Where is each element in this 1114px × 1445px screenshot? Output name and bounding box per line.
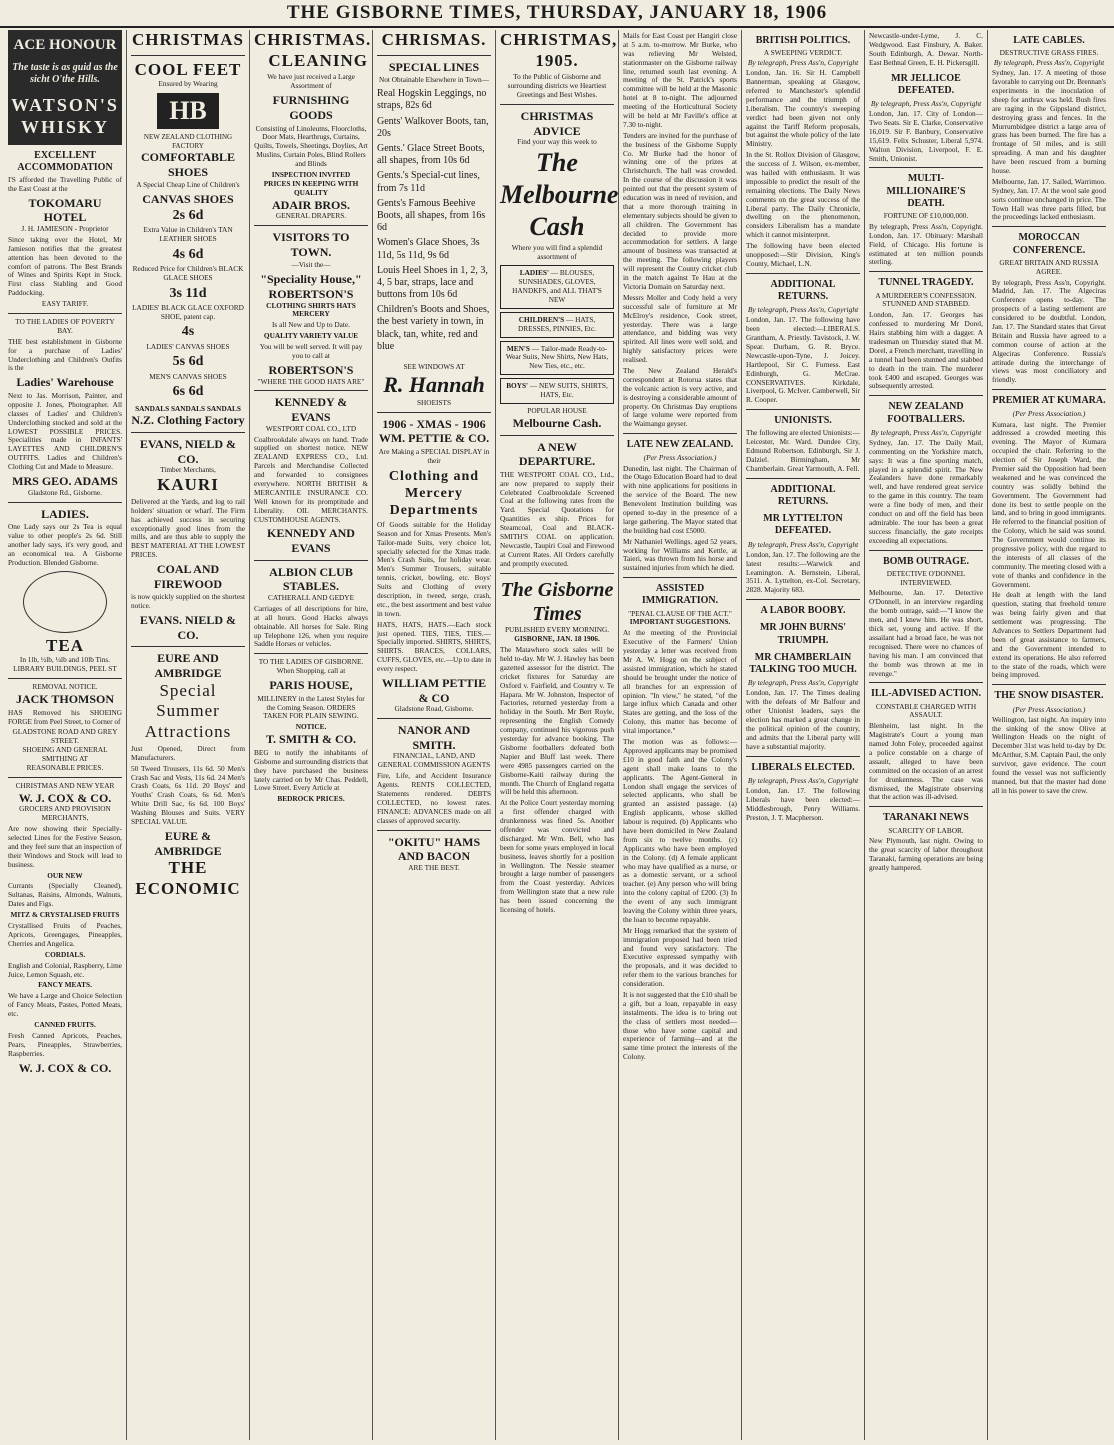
cleaning: CLEANING xyxy=(268,50,368,70)
jack-trade: SHOEING AND GENERAL SMITHING AT xyxy=(22,745,108,764)
pettie: WM. PETTIE & CO. xyxy=(378,431,490,446)
albion-sub: CATHERALL AND GEDYE xyxy=(267,592,355,602)
advice-sub: Find your way this week to xyxy=(517,137,597,147)
adair-bros: ADAIR BROS. xyxy=(271,197,350,212)
ad-top: ACE HONOUR xyxy=(13,37,117,53)
column-3: CHRISTMAS. CLEANING We have just received a Large Assortment of FURNISHING GOODS Consisting of Linoleums, Floorcloths, Door Mats, Hearthrugs, Curtains, Quilts, Towels, Sheetings, Doylies, Art Muslins, Curtain Poles, Blind Rollers and Blinds INSPECTION INVITED PRICES IN KEEPING WITH QUALITY ADAIR BROS. GENERAL DRAPERS. VISITORS TO TOWN. —Visit the— "Speciality House," ROBERTSON'S CLOTHING SHIRTS HATS MERCERY Is all New and Up to Date. QUALITY VARIETY VALUE You will be well served. It will pay you to call at ROBERTSON'S "WHERE THE GOOD HATS ARE" KENNEDY & EVANS WESTPORT COAL CO., LTD Coalbrookdale always on hand. Trade supplied on shortest notice. NEW ZEALAND EXPRESS CO., Ltd. Parcels and Merchandise Collected and forwarded to consignees everywhere. NORTH BRITISH & MERCANTILE INSURANCE CO. Well known for its promptitude and Liberality. OIL MERCHANTS. CUSTOMHOUSE AGENTS. KENNEDY AND EVANS ALBION CLUB STABLES. CATHERALL AND GEDYE Carriages of all descriptions for hire, at all hours. Good Hacks always obtainable. All horses for Sale. Ring up Telephone 126, when you require Saddle Horses or vehicles. TO THE LADIES OF GISBORNE. When Shopping, call at PARIS HOUSE, MILLINERY in the Latest Styles for the Coming Season. ORDERS TAKEN FOR PLAIN SEWING. NOTICE. T. SMITH & CO. BEG to notify the inhabitants of Gisborne and surrounding districts that they have purchased the business lately carried on by Mr Chas. Peddell, Lowe Street. Every Article at BEDROCK PRICES. xyxy=(250,30,373,1440)
column-1: ACE HONOUR The taste is as guid as the sicht O'the Hills. WATSON'S WHISKY EXCELLENT ACCOMMODATION I'S afforded the Travelling Public of the East Coast at the TOKOMARU HOTEL J. H. JAMIESON - Proprietor Since taking over the Hotel, Mr Jamieson notifies that the greatest attention has been devoted to the comfort of patrons. The Best Brands of Wines and Spirits Kept in Stock. First class Stabling and Good Paddocking. EASY TARIFF. TO THE LADIES OF POVERTY BAY. THE best establishment in Gisborne for a purchase of Ladies' Underclothing and Children's Outfits is the Ladies' Warehouse Next to Jas. Morrison, Painter, and opposite J. Jones, Photographer. All classes of Ladies' and Children's Underclothing stocked and sold at the LOWEST POSSIBLE PRICES. Specialities made in INFANTS' LAYETTES AND CHILDREN'S OUTFITS. Ladies and Children's Clothing Cut and Made to Measure. MRS GEO. ADAMS Gladstone Rd., Gisborne. LADIES. One Lady says our 2s Tea is equal value to other people's 2s 6d. Still another lady says, it's very good, and an economical tea. A Gisborne Production. Blended Gisborne. TEA In 1lb, ½lb, ¼lb and 10lb Tins. LIBRARY BUILDINGS, PEEL ST REMOVAL NOTICE. JACK THOMSON HAS Removed his SHOEING FORGE from Peel Street, to Corner of GLADSTONE ROAD AND GREY STREET. SHOEING AND GENERAL SMITHING AT REASONABLE PRICES. CHRISTMAS AND NEW YEAR W. J. COX & CO. GROCERS AND PROVISION MERCHANTS, Are now showing their Specially-selected Lines for the Festive Season, and they feel sure that an inspection of their Windows and Stock will lead to business. OUR NEW Currants (Specially Cleaned), Sultanas, Raisins, Almonds, Walnuts, Dates and Figs. MITZ & CRYSTALISED FRUITS Crystallised Fruits of Peaches, Apricots, Greengages, Pineapples, Cherries and Angelica. CORDIALS. English and Colonial, Raspberry, Lime Juice, Lemon Squash, etc. FANCY MEATS. We have a Large and Choice Selection of Fancy Meats, Pastes, Potted Meats, etc. CANNED FRUITS. Fresh Canned Apricots, Peaches, Pears, Pineapples, Strawberries, Raspberries. W. J. COX & CO. xyxy=(4,30,127,1440)
price-2: 4s 6d xyxy=(172,246,204,262)
xmas-1906: 1906 - XMAS - 1906 xyxy=(382,416,486,431)
robertsons: ROBERTSON'S xyxy=(268,286,354,301)
hannah-logo: R. Hannah xyxy=(383,371,485,397)
kennedy-sub: WESTPORT COAL CO., LTD xyxy=(265,423,357,433)
unionists: UNIONISTS. xyxy=(774,415,832,427)
assisted-immigration: ASSISTED IMMIGRATION. xyxy=(641,583,719,607)
column-2: CHRISTMAS COOL FEET Ensured by Wearing HB NEW ZEALAND CLOTHING FACTORY COMFORTABLE SHOES A Special Cheap Line of Children's CANVAS SHOES 2s 6d Extra Value in Children's TAN LEATHER SHOES 4s 6d Reduced Price for Children's BLACK GLACE SHOES 3s 11d LADIES' BLACK GLACE OXFORD SHOE, patent cap. 4s LADIES' CANVAS SHOES 5s 6d MEN'S CANVAS SHOES 6s 6d SANDALS SANDALS SANDALS N.Z. Clothing Factory EVANS, NIELD & CO. Timber Merchants, KAURI Delivered at the Yards, and log to rail holders' situation or wharf. The Firm has achieved success in securing exceptionally good lines from the mills, and are thus able to supply the BEST MATERIAL AT THE LOWEST PRICES. COAL AND FIREWOOD is now quickly supplied on the shortest notice. EVANS. NIELD & CO. EURE AND AMBRIDGE Special Summer Attractions Just Opened, Direct from Manufacturers. 50 Tweed Trousers, 11s 6d. 50 Men's Crash Sac and Vests, 11s 6d. 24 Men's Crash Coats, 6s 11d. 20 Boys' and Youths' Crash Coats, 6s 6d. Men's White Drill Sac, 6s 6d. 100 Boys' Washing Blouses and Suits. VERY SPECIAL VALUE. EURE & AMBRIDGE THE ECONOMIC xyxy=(127,30,250,1440)
ill-advised: ILL-ADVISED ACTION. xyxy=(870,688,982,700)
tea-brand: TEA xyxy=(46,635,84,655)
eure-ambridge-2: EURE & AMBRIDGE xyxy=(154,828,222,858)
robertsons-2: ROBERTSON'S xyxy=(268,362,354,377)
boys-box: BOYS' — NEW SUITS, SHIRTS, HATS, Etc. xyxy=(500,378,614,404)
factory-name: NEW ZEALAND CLOTHING FACTORY xyxy=(143,133,233,150)
price-1: 2s 6d xyxy=(172,207,204,223)
the: The xyxy=(536,148,578,178)
lyttelton-defeated: MR LYTTELTON DEFEATED. xyxy=(763,513,843,537)
paris-house: PARIS HOUSE, xyxy=(269,678,353,693)
evans-nield: EVANS, NIELD & CO. xyxy=(139,437,237,466)
ladies-sig: MRS GEO. ADAMS xyxy=(12,473,118,488)
christmas-advice: CHRISTMAS ADVICE xyxy=(520,109,594,138)
canvas-shoes: CANVAS SHOES xyxy=(142,192,234,207)
quality-line: QUALITY VARIETY VALUE xyxy=(263,331,359,341)
burns-triumph: MR JOHN BURNS' TRIUMPH. xyxy=(759,622,847,646)
jack-name: JACK THOMSON xyxy=(15,691,115,706)
multi-millionaire: MULTI-MILLIONAIRE'S DEATH. xyxy=(886,173,966,209)
price-4: 4s xyxy=(181,324,195,340)
late-cables: LATE CABLES. xyxy=(1013,35,1085,46)
cox-name: W. J. COX & CO. xyxy=(18,790,112,805)
see-windows: SEE WINDOWS AT xyxy=(403,362,465,371)
kauri: KAURI xyxy=(157,475,219,495)
special: Special xyxy=(159,680,217,700)
shoe-item: Louis Heel Shoes in 1, 2, 3, 4, 5 bar, straps, lace and buttons from 10s 6d xyxy=(377,264,488,301)
cox-sec5: CANNED FRUITS. xyxy=(34,1019,96,1029)
childrens-box: CHILDREN'S — HATS, DRESSES, PINNIES, Etc. xyxy=(500,312,614,338)
published: PUBLISHED EVERY MORNING. xyxy=(504,625,610,635)
melbourne: Melbourne xyxy=(500,180,619,209)
ad-brand: WATSON'S WHISKY xyxy=(11,94,119,137)
cash: Cash xyxy=(529,211,585,241)
furnishing: FURNISHING GOODS xyxy=(272,93,350,122)
date-line: GISBORNE, JAN. 18 1906. xyxy=(514,634,600,644)
jack-corner: GLADSTONE ROAD AND GREY STREET. xyxy=(12,727,118,746)
gisborne-times: The Gisborne Times xyxy=(500,578,614,625)
tea-body: In 1lb, ½lb, ¼lb and 10lb Tins. LIBRARY BUILDINGS, PEEL ST xyxy=(13,655,117,674)
good-hats: "WHERE THE GOOD HATS ARE" xyxy=(257,376,365,386)
prices-quality: PRICES IN KEEPING WITH QUALITY xyxy=(263,178,359,197)
cox-footer: W. J. COX & CO. xyxy=(18,1060,112,1075)
bomb-outrage: BOMB OUTRAGE. xyxy=(882,555,970,567)
murderer-confession: A MURDERER'S CONFESSION. xyxy=(875,290,977,300)
clothing-mercery: Clothing and Mercery Departments xyxy=(388,468,480,518)
comfortable-shoes: COMFORTABLE SHOES xyxy=(140,150,236,179)
col2-title: CHRISTMAS xyxy=(132,30,244,49)
col5-title: CHRISTMAS, 1905. xyxy=(500,30,618,70)
liberals-elected: LIBERALS ELECTED. xyxy=(751,761,855,773)
shoe-item: Women's Glace Shoes, 3s 11d, 5s 11d, 9s 6d xyxy=(377,237,480,261)
column-4: CHRISMAS. SPECIAL LINES Not Obtainable Elsewhere in Town— Real Hogskin Leggings, no straps, 82s 6d Gents' Walkover Boots, tan, 20s Gents.' Glace Street Boots, all shapes, from 10s 6d Gents.'s Special-cut lines, from 7s 11d Gents's Famous Beehive Boots, all shapes, from 16s 6d Women's Glace Shoes, 3s 11d, 5s 11d, 9s 6d Louis Heel Shoes in 1, 2, 3, 4, 5 bar, straps, lace and buttons from 10s 6d Children's Boots and Shoes, the best variety in town, in black, tan, white, red and blue SEE WINDOWS AT R. Hannah SHOEISTS 1906 - XMAS - 1906 WM. PETTIE & CO. Are Making a SPECIAL DISPLAY in their Clothing and Mercery Departments Of Goods suitable for the Holiday Season and for Xmas Presents. Men's Tailor-made Suits, very choice lot, specially selected for the Xmas trade. Men's Crash Suits, for holiday wear. Men's Summer Trousers, suitable tennis, cricket, bowling, etc. Boys' Suits and Clothing of every description, in tweed, serge, crash, etc., the best assortment and best value in town. HATS, HATS, HATS.—Each stock just opened. TIES, TIES, TIES.—Specially imported. SHIRTS, SHIRTS, SHIRTS. BRACES, COLLARS, CUFFS, GLOVES, etc.—Up to date in every respect. WILLIAM PETTIE & CO Gladstone Road, Gisborne. NANOR AND SMITH. FINANCIAL, LAND, AND GENERAL COMMISSION AGENTS Fire, Life, and Accident Insurance Agents. RENTS COLLECTED, Statements rendered. DEBTS COLLECTED, no lowest rates. FINANCE: ADVANCES made on all classes of approved security. "OKITU" HAMS AND BACON ARE THE BEST. xyxy=(373,30,496,1440)
shoe-list xyxy=(377,88,491,353)
hb-logo xyxy=(131,93,245,129)
additional-returns: ADDITIONAL RETURNS. xyxy=(770,278,836,302)
summer: Summer xyxy=(156,701,220,721)
tokomaru-name: TOKOMARU HOTEL xyxy=(28,195,102,225)
visitors: VISITORS TO TOWN. xyxy=(272,230,350,259)
jack-prices: REASONABLE PRICES. xyxy=(26,762,104,772)
smith-co: T. SMITH & CO. xyxy=(265,732,357,747)
clothing-list: CLOTHING SHIRTS HATS MERCERY xyxy=(266,300,356,319)
tea-head: LADIES. xyxy=(41,506,89,521)
late-nz: LATE NEW ZEALAND. xyxy=(626,439,734,451)
ladies-title: Ladies' Warehouse xyxy=(16,375,114,390)
watsons-whisky-ad xyxy=(8,30,122,145)
tokomaru-owner: J. H. JAMIESON - Proprietor xyxy=(21,223,109,233)
ladies-sig2: Gladstone Rd., Gisborne. xyxy=(28,487,102,497)
sandals: SANDALS SANDALS SANDALS xyxy=(135,403,241,413)
adair-sub: GENERAL DRAPERS. xyxy=(275,211,347,221)
important-suggestions: IMPORTANT SUGGESTIONS. xyxy=(629,617,731,627)
jack-head: REMOVAL NOTICE. xyxy=(32,682,98,692)
new-departure: A NEW DEPARTURE. xyxy=(518,439,596,469)
column-5: CHRISTMAS, 1905. To the Public of Gisborne and surrounding districts we Heartiest Greetings and Best Wishes. CHRISTMAS ADVICE Find your way this week to The Melbourne Cash Where you will find a splendid assortment of LADIES' — BLOUSES, SUNSHADES, GLOVES, HANDKFS, and ALL THAT'S NEW CHILDREN'S — HATS, DRESSES, PINNIES, Etc. MEN'S — Tailor-made Ready-to-Wear Suits, New Shirts, New Hats, New Ties, etc., etc. BOYS' — NEW SUITS, SHIRTS, HATS, Etc. POPULAR HOUSE Melbourne Cash. A NEW DEPARTURE. THE WESTPORT COAL CO., Ltd., are now prepared to supply their Celebrated Coalbrookdale Screened Coal at the following rates from the Yard. Special Quotations for Quantities ex ship. Prices for Steamcoal, Coal and BLACK-SMITH'S COAL on application. Newcastle, Taupiri Coal and Firewood at Current Rates. All Orders carefully and promptly executed. The Gisborne Times PUBLISHED EVERY MORNING. GISBORNE, JAN. 18 1906. The Matawhero stock sales will be held to-day. Mr W. J. Hawley has been gazetted assessor for the district. The cricket fixtures for Saturday are Oxford v. Fairfield, and Country v. Te Hapara. Mr W. Johnston, Inspector of Factories, returned yesterday from a holiday in the South. Mr Bert Royle, representing the English Comedy company, continued his vigorous push yesterday for advance booking. The Gisborne footballers defeated both Napier and Bluff last week. There were 4985 passengers carried on the Gisborne-Kaiti railway during the month. The Church of England regatta will be held this afternoon. At the Police Court yesterday morning a first offender charged with drunkenness was fined 5s. Another offender was convicted and discharged. Mr Wm. Bell, who has been for some years employed in local business, leaves shortly for a position in Wellington. The Nessie steamer brought a large number of passengers from the Coast yesterday. Advices from Wellington state that a new rule has been issued concerning the licensing of hotels. xyxy=(496,30,619,1440)
shoe-item: Children's Boots and Shoes, the best variety in town, in black, tan, white, red and blue xyxy=(377,304,490,352)
col3-title: CHRISTMAS. xyxy=(254,30,372,49)
william-pettie: WILLIAM PETTIE & CO xyxy=(381,676,487,705)
stunned-stabbed: STUNNED AND STABBED. xyxy=(882,299,970,309)
labor-booby: A LABOR BOOBY. xyxy=(760,605,846,617)
childrens-label: CHILDREN'S xyxy=(518,314,565,324)
ladies-head: TO THE LADIES OF POVERTY BAY. xyxy=(15,317,115,335)
bedrock: BEDROCK PRICES. xyxy=(277,794,345,804)
shoe-item: Gents.' Glace Street Boots, all shapes, from 10s 6d xyxy=(377,143,485,167)
cox-sec2: MITZ & CRYSTALISED FRUITS xyxy=(10,910,120,920)
inspection: INSPECTION INVITED xyxy=(271,169,351,179)
column-7: BRITISH POLITICS. A SWEEPING VERDICT. By telegraph, Press Ass'n, Copyright London, Jan. 16. Sir H. Campbell Bannerman, speaking at Glasgow, referred to Manchester's splendid performance and the triumph of Liberalism. The country's sweeping verdict had been given not only against the Tariff Reform proposals, but against the whole policy of the late Ministry. In the St. Rollox Division of Glasgow, the success of J. Wilson, ex-member, was hailed with enthusiasm. It was impossible to predict the result of the remaining elections. The Daily News comments on the great success of the Liberal party. The Daily Chronicle, dwelling on the phenomenon, considers Liberalism has a mandate which it cannot misinterpret. The following have been elected unopposed:—Stir Division, King's County, Michael, L.N. ADDITIONAL RETURNS. By telegraph, Press Ass'n, Copyright London, Jan. 17. The following have been elected:—LIBERALS. Grantham, A. Priestly. Tavistock, J. W. Spear. Durham, G. R. Bryce. Newcastle-upon-Tyne, J. Joicey. Hartlepool, Sir C. Furness. East Edinburgh, G. McCrae. CONSERVATIVES. Kirkdale, Liverpool, G. McIver. Camberwell, Sir R. Cooper. UNIONISTS. The following are elected Unionists:—Leicester, Mr. Ward. Dundee City, Edmund Robertson. Edinburgh, Sir J. Dalziel. Birmingham, Mr Chamberlain. Great Yarmouth, A. Fell. ADDITIONAL RETURNS. MR LYTTELTON DEFEATED. By telegraph, Press Ass'n, Copyright London, Jan. 17. The following are the latest results:—Warwick and Leamington. A. Bernstein, Liberal, 3511. A. Lyttelton, ex-Col. Secretary, 2828. Majority 683. A LABOR BOOBY. MR JOHN BURNS' TRIUMPH. MR CHAMBERLAIN TALKING TOO MUCH. By telegraph, Press Ass'n, Copyright London, Jan. 17. The Times dealing with the defeats of Mr Balfour and other Unionist leaders, says the election has marked a great change in the political opinion of the country, and admits that the Liberal party will have a substantial majority. LIBERALS ELECTED. By telegraph, Press Ass'n, Copyright London, Jan. 17. The following Liberals have been elected:—Middlesbrough, Penry Williams. Preston, J. T. Macpherson. xyxy=(742,30,865,1440)
premier-kumara: PREMIER AT KUMARA. xyxy=(992,395,1106,407)
cox-sec4: FANCY MEATS. xyxy=(38,980,92,990)
price-3: 3s 11d xyxy=(169,285,207,301)
cool-sub: Ensured by Wearing xyxy=(158,79,218,89)
the-economic: THE ECONOMIC xyxy=(135,858,241,898)
nz-footballers: NEW ZEALAND FOOTBALLERS. xyxy=(887,401,965,425)
chamberlain: MR CHAMBERLAIN TALKING TOO MUCH. xyxy=(749,651,857,675)
additional-returns-2: ADDITIONAL RETURNS. xyxy=(770,483,836,508)
tea-emblem xyxy=(23,571,107,633)
hb-mark: HB xyxy=(157,93,219,129)
cox-sec1: OUR NEW xyxy=(47,870,83,880)
nz-clothing: N.Z. Clothing Factory xyxy=(131,413,245,428)
britain-russia: GREAT BRITAIN AND RUSSIA AGREE. xyxy=(999,257,1099,276)
cool-feet: COOL FEET xyxy=(134,59,242,79)
albion: ALBION CLUB STABLES. xyxy=(269,564,353,594)
snow-disaster: THE SNOW DISASTER. xyxy=(994,690,1104,702)
okitu: "OKITU" HAMS AND BACON xyxy=(387,834,481,864)
price-6: 6s 6d xyxy=(172,384,204,400)
cox-trade: GROCERS AND PROVISION MERCHANTS, xyxy=(19,804,111,823)
jellicoe-defeated: MR JELLICOE DEFEATED. xyxy=(891,72,961,96)
columns xyxy=(4,30,1110,1440)
evans-nield-2: EVANS. NIELD & CO. xyxy=(139,613,237,642)
pettie-sub: Gladstone Road, Gisborne. xyxy=(394,704,474,714)
tokomaru-tariff: EASY TARIFF. xyxy=(41,299,89,309)
shoe-item: Real Hogskin Leggings, no straps, 82s 6d xyxy=(377,88,487,112)
shoe-item: Gents' Walkover Boots, tan, 20s xyxy=(377,115,489,139)
okitu-sub: ARE THE BEST. xyxy=(408,862,460,872)
nanor-smith: NANOR AND SMITH. xyxy=(397,723,471,752)
hannah-sub: SHOEISTS xyxy=(416,397,452,407)
sweeping-verdict: A SWEEPING VERDICT. xyxy=(763,48,843,58)
column-9: LATE CABLES. DESTRUCTIVE GRASS FIRES. By telegraph, Press Ass'n, Copyright Sydney, Jan. 17. A meeting of those favorable to carrying out Dr. Brennan's experiments in the inoculation of sheep for anthrax was held. Bush fires are raging in the Gippsland district, destroying grass and fences. In the Murrumbidgee district a large area of grass has been burned. The fire has a frontage of 50 miles, and is still spreading. A man and his daughter have been rescued from a burning house. Melbourne, Jan. 17. Sailed, Warrimoo. Sydney, Jan. 17. At the wool sale good sorts continue unchanged in price. The Town Hall was three parts filled, but the proceedings lacked enthusiasm. MOROCCAN CONFERENCE. GREAT BRITAIN AND RUSSIA AGREE. By telegraph, Press Ass'n, Copyright. Madrid, Jan. 17. The Algeciras Conference opens to-day. The prospects of a lasting settlement are considered to be doubtful. London, Jan. 17. The Standard states that Great Britain and Russia have agreed to a common course of action at the Algeciras Conference. Russia's attitude during the interchange of views was most conciliatory and friendly. PREMIER AT KUMARA. (Per Press Association.) Kumara, last night. The Premier addressed a crowded meeting this evening. The Mayor of Kumara occupied the chair. Referring to the election of Sir Joseph Ward, the Premier said the Opposition had been weakened and he was convinced the country was solidly behind the Government. The Government had done its best to settle people on the land, and to bring in good immigrants. He referred to the financial position of the Colony, which he said was sound. The Government would continue its progressive policy, with due regard to the interests of all classes of the community. The meeting closed with a vote of thanks and confidence in the Government. He dealt at length with the land question, stating that freehold tenure was being fairly given and that settlement was progressing. The Advances to Settlers Department had been of great assistance to farmers, and the Government intended to extend its operations. He also referred to the state of the roads, which were being improved. THE SNOW DISASTER. (Per Press Association.) Wellington, last night. An inquiry into the sinking of the snow Olive at Wellington Heads on the night of December 31st was held to-day by Dr. McArthur, S.M. Captain Paul, the only survivor, gave evidence. The court found the vessel was not sufficiently manned, but that the master had done all in his power to save the crew. xyxy=(992,35,1106,795)
grass-fires: DESTRUCTIVE GRASS FIRES. xyxy=(999,48,1099,58)
ladies-label: LADIES' xyxy=(519,268,549,278)
scarcity: SCARCITY OF LABOR. xyxy=(888,825,964,835)
mens-box: MEN'S — Tailor-made Ready-to-Wear Suits, New Shirts, New Hats, New Ties, etc., etc. xyxy=(500,341,614,376)
kennedy-evans: KENNEDY & EVANS xyxy=(274,395,348,425)
cox-head: CHRISTMAS AND NEW YEAR xyxy=(15,780,115,790)
special-lines: SPECIAL LINES xyxy=(388,59,480,74)
moroccan-conference: MOROCCAN CONFERENCE. xyxy=(1012,232,1086,256)
notice: NOTICE. xyxy=(295,722,327,732)
masthead: THE GISBORNE TIMES, THURSDAY, JANUARY 18, 1906 xyxy=(0,0,1114,28)
price-5: 5s 6d xyxy=(172,354,204,370)
popular-house: POPULAR HOUSE xyxy=(527,406,587,416)
cox-sec3: CORDIALS. xyxy=(44,949,86,959)
shoe-item: Gents's Famous Beehive Boots, all shapes, from 16s 6d xyxy=(377,197,486,234)
eure-ambridge: EURE AND AMBRIDGE xyxy=(154,651,222,681)
kennedy-evans-2: KENNEDY AND EVANS xyxy=(267,526,355,556)
tokomaru-head: EXCELLENT ACCOMMODATION xyxy=(17,149,113,173)
popular-melbourne: Melbourne Cash. xyxy=(512,415,602,430)
attractions: Attractions xyxy=(144,722,232,742)
british-politics: BRITISH POLITICS. xyxy=(755,35,851,46)
boys-label: BOYS' xyxy=(506,381,529,391)
evans-sub: Timber Merchants, xyxy=(160,465,216,475)
constable-charged: CONSTABLE CHARGED WITH ASSAULT. xyxy=(875,701,977,720)
nanor-sub: FINANCIAL, LAND, AND GENERAL COMMISSION AGENTS xyxy=(377,751,491,770)
penal-clause: "PENAL CLAUSE OF THE ACT." xyxy=(628,608,732,618)
detective: DETECTIVE O'DONNEL INTERVIEWED. xyxy=(886,568,966,587)
ad-script: The taste is as guid as the sicht O'the Hills. xyxy=(12,62,118,86)
coal-firewood: COAL AND FIREWOOD xyxy=(153,562,222,591)
column-6: Mails for East Coast per Hangiri close at 5 a.m. to-morrow. Mr Burke, who was relieving Mr Welsted, stationmaster on the Gisborne railway line, returned south last evening. A meeting of the St. Patrick's sports committee will be held at the Masonic hotel at 8 to-night. The adjourned meeting of the Horticultural Society will be held at Mr Faville's office at 7.30 to-night. Tenders are invited for the purchase of the business of the Gisborne Supply Co. Mr Burke had the honor of winning one of the prizes at Christchurch. The hall was crowded. In the course of the discussion it was pointed out that the present system of education was in need of revision, and that a more thorough training in elementary subjects should be given to all children. The Government has decided to provide more accommodation for settlers. A large amount of business was transacted at the meeting. The following players will represent the County cricket club in the match against Te Hau at the Victoria Domain on Saturday next. Messrs Moller and Cody held a very successful sale of furniture at Mr McElroy's residence, Cook street, yesterday. There was a large attendance, and bidding was very spirited. All lines were well sold, and highly satisfactory prices were realised. The New Zealand Herald's correspondent at Rotorua states that the volcanic action is very active, and is destroying a considerable amount of property. On Christmas Day eruptions of large volume were reported from the Waimangu geyser. LATE NEW ZEALAND. (Per Press Association.) Dunedin, last night. The Chairman of the Otago Education Board had to deal with nine applications for positions in the service of the Board. The new Benevolent Institution building was opened to-day in the presence of a large gathering. The Mayor stated that the building had cost £5000. Mr Nathaniel Wellings, aged 52 years, working for Williams and Kettle, at Taieri, was thrown from his horse and sustained injuries from which he died. ASSISTED IMMIGRATION. "PENAL CLAUSE OF THE ACT." IMPORTANT SUGGESTIONS. At the meeting of the Provincial Executive of the Farmers' Union yesterday a letter was received from Mr A. W. Hogg on the subject of assisted immigration, which he stated should be brought under the notice of all branches for an expression of opinion. "In view," he stated, "of the large influx which Canada and other States are getting, and the loss of the Colony, this matter has become of vital importance." The motion was as follows:—Approved applicants may be promised £10 in good faith and the Colony's agent shall make loans to the applicants. The Agent-General in London shall engage the services of selected applicants, who shall be granted an assisted passage. (a) English applicants, whose skilled labour is required. (b) Applicants who have been domiciled in New Zealand from six to twelve months. (c) Applicants who have been employed in the Colony. (d) A female applicant who may have qualified as a nurse, or as a domestic servant, or a school teacher. (e) Any person who will bring into the colony capital of £200. (3) In the event of any such immigrant leaving the Colony within three years, the loan to become repayable. Mr Hogg remarked that the system of immigration proposed had been tried and found very satisfactory. The Executive expressed sympathy with the proposals, and it was decided to refer them to the various branches for consideration. It is not suggested that the £10 shall be a gift, but a loan, repayable in easy instalments. The idea is to bring out the class of settlers most needed—those who have some capital and experience of farming—and at the same time protect the interests of the Colony. xyxy=(619,30,742,1440)
mens-label: MEN'S xyxy=(506,343,530,353)
tunnel-tragedy: TUNNEL TRAGEDY. xyxy=(878,277,974,289)
shoe-item: Gents.'s Special-cut lines, from 7s 11d xyxy=(377,170,480,194)
col4-title: CHRISMAS. xyxy=(381,30,487,49)
speciality-house: "Speciality House," xyxy=(260,272,362,287)
ladies-box: LADIES' — BLOUSES, SUNSHADES, GLOVES, HANDKFS, and ALL THAT'S NEW xyxy=(500,265,614,309)
fortune: FORTUNE OF £10,000,000. xyxy=(883,210,969,220)
column-8: Newcastle-under-Lyme, J. C. Wedgwood. East Finsbury, A. Baker. South Edinburgh, A. Dewar. North-East Bethnal Green, E. H. Pickersgill. MR JELLICOE DEFEATED. By telegraph, Press Ass'n, Copyright London, Jan. 17. City of London—Two Seats. Sir E. Clarke, Conservative 16,019. Sir F. Banbury, Conservative 15,619. Felix Schuster, Liberal 5,974. Walton Division, Liverpool, F. E. Smith, Unionist. MULTI-MILLIONAIRE'S DEATH. FORTUNE OF £10,000,000. By telegraph, Press Ass'n, Copyright. London, Jan. 17. Obituary: Marshall Field, of Chicago. His fortune is estimated at ten million pounds sterling. TUNNEL TRAGEDY. A MURDERER'S CONFESSION. STUNNED AND STABBED. London, Jan. 17. Georges has confessed to murdering Mr Dorel, Hairs stabbing him with a dagger. A tradesman on Thursday stated that M. Dorel, a French merchant, travelling in a tunnel had been stunned and stabbed to death in the train. The murderer took £400 and escaped. Georges was subsequently arrested. NEW ZEALAND FOOTBALLERS. By telegraph, Press Ass'n, Copyright Sydney, Jan. 17. The Daily Mail, commenting on the Yorkshire match, says: It was a fine sporting match, played in a splendid spirit. The New Zealanders have done remarkably well, and have rendered great service to the game in this country. The team were a fine body of men, and their conduct on and off the field has been admirable. The tour has been a great success financially, the gate receipts exceeding all expectations. BOMB OUTRAGE. DETECTIVE O'DONNEL INTERVIEWED. Melbourne, Jan. 17. Detective O'Donnell, in an interview regarding the bomb outrage, said:—"I know the men, and I knew him. He was short, thick set, young and active. If the assailant had a broad face, he was not recognised. There were no chances of having his man. I am convinced that the bomb was thrown at me in revenge." ILL-ADVISED ACTION. CONSTABLE CHARGED WITH ASSAULT. Blenheim, last night. In the Magistrate's Court a young man named John Foley, proceeded against a police constable on a charge of assault, alleged to have been committed on the occasion of an arrest for drunkenness. The case was dismissed, the Magistrate observing that the action was ill-advised. TARANAKI NEWS SCARCITY OF LABOR. New Plymouth, last night. Owing to the great scarcity of labor throughout Taranaki, farming operations are being greatly hampered. xyxy=(865,30,988,1440)
taranaki-news: TARANAKI NEWS xyxy=(883,812,969,824)
